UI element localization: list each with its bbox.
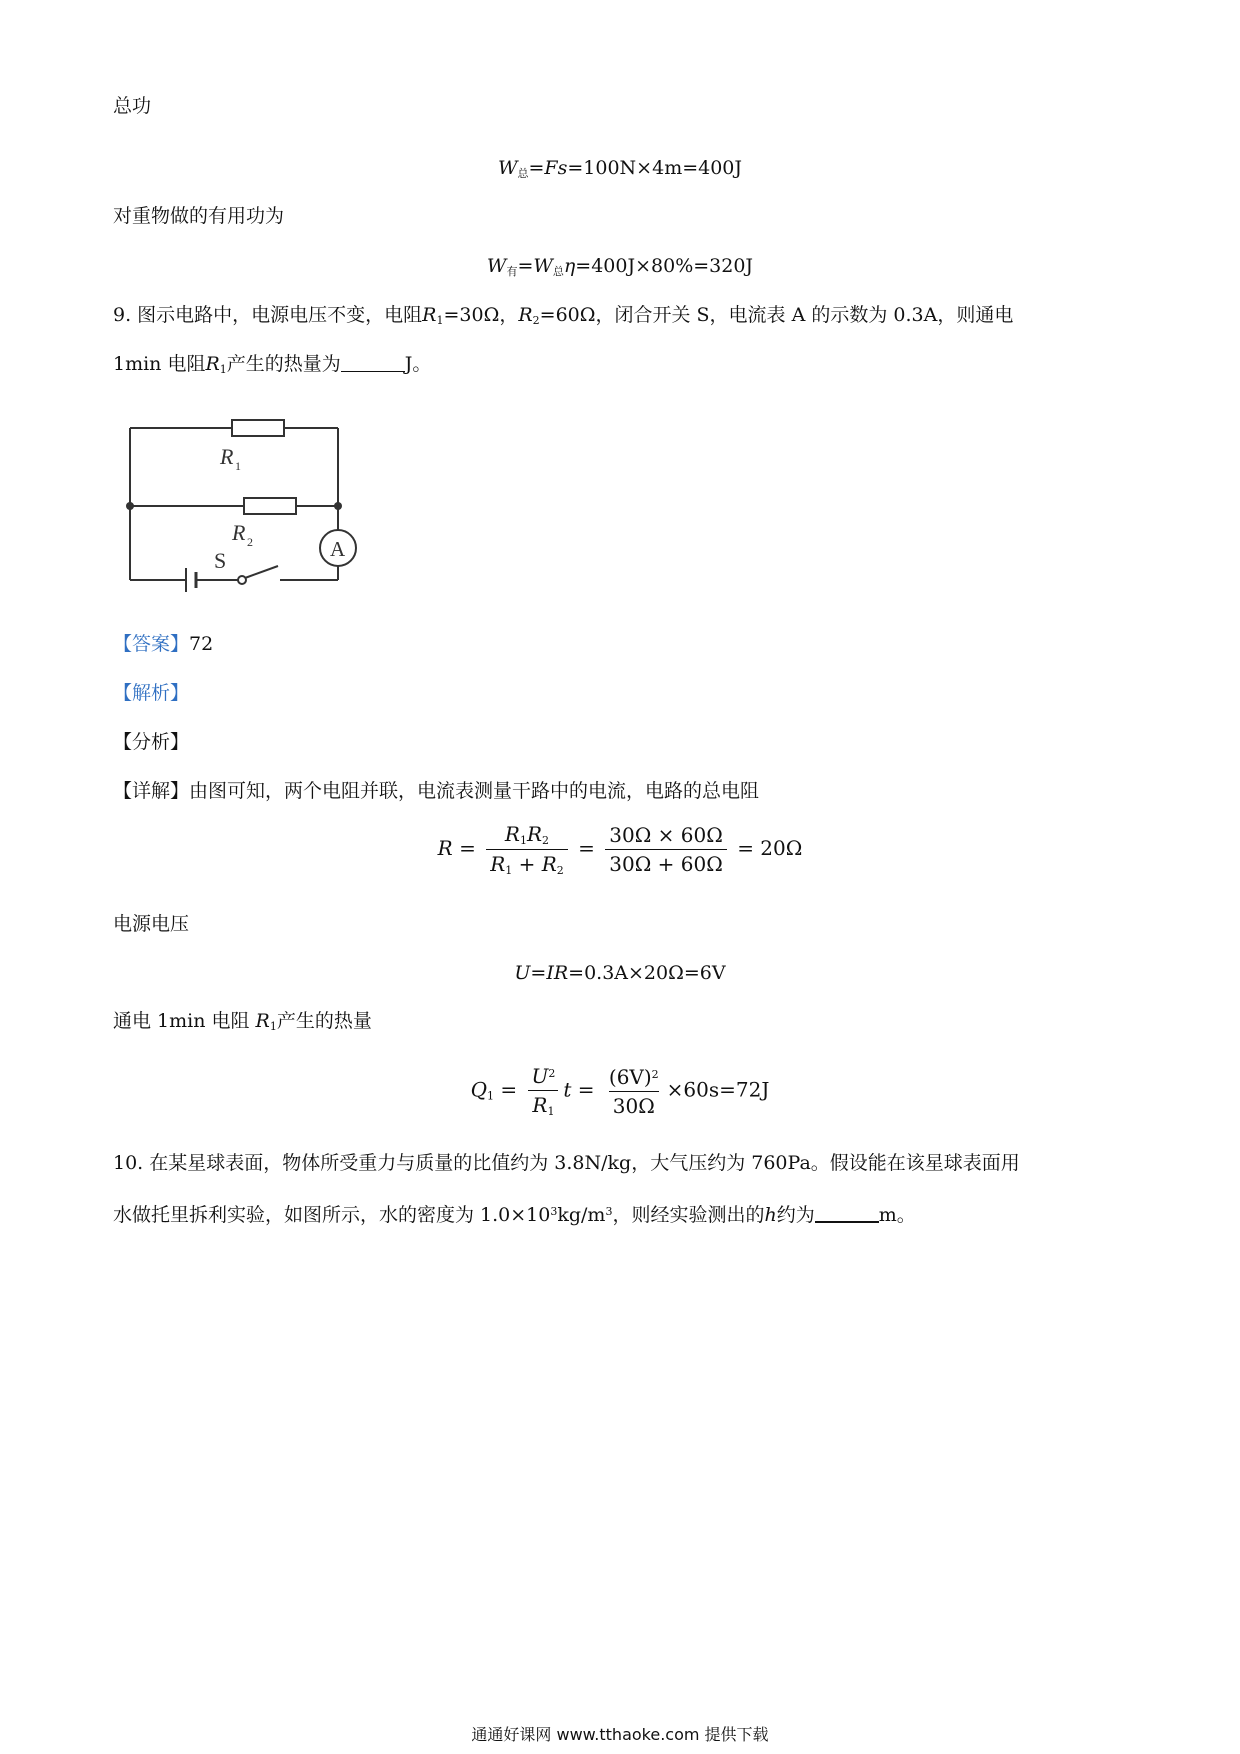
label-r1-sub: 1 xyxy=(235,459,241,473)
equation-useful-work: $W_有=W_总\eta=400J\times 80\%=320J$ xyxy=(486,255,754,278)
circuit-diagram xyxy=(110,410,370,610)
question-9-line-1: 9. 图示电路中，电源电压不变，电阻$R_1=30\Omega$，$R_2=60\Omega$，闭合开关 S，电流表 A 的示数为 0.3A，则通电 xyxy=(113,304,1014,327)
heat-label: 通电 1min 电阻 $R_1$产生的热量 xyxy=(113,1010,372,1033)
junction-left xyxy=(126,502,134,510)
total-work-label: 总功 xyxy=(113,95,152,117)
answer-value: 72 xyxy=(189,633,214,655)
question-10-line-1: 10. 在某星球表面，物体所受重力与质量的比值约为 3.8N/kg，大气压约为 760Pa。假设能在该星球表面用 xyxy=(113,1152,1020,1174)
label-r1: R xyxy=(220,444,234,469)
switch-lever xyxy=(245,566,278,578)
equation-total-work: $W_总=Fs=100N\times 4m=400J$ xyxy=(497,157,743,180)
junction-right xyxy=(334,502,342,510)
resistor-r1 xyxy=(232,420,284,436)
label-switch: S xyxy=(214,548,227,573)
fenxi-tag: 【分析】 xyxy=(113,731,190,753)
equation-heat: $Q_1$ = $\frac{U^2}{R_1}$ t = $\frac{(6V)^2}{30\Omega}$ ×60s=72J xyxy=(470,1064,770,1118)
answer-tag: 【答案】 xyxy=(113,633,190,655)
detail-line: 【详解】由图可知，两个电阻并联，电流表测量干路中的电流，电路的总电阻 xyxy=(113,780,760,802)
useful-work-label: 对重物做的有用功为 xyxy=(113,205,285,227)
answer-line xyxy=(113,632,213,656)
label-ammeter: A xyxy=(330,537,346,561)
page-footer: 通通好课网 www.tthaoke.com 提供下载 xyxy=(471,1725,769,1744)
question-9-line-2: 1min 电阻$R_1$产生的热量为 J。 xyxy=(113,353,432,376)
analysis-tag: 【解析】 xyxy=(113,682,190,704)
answer-blank xyxy=(341,353,405,372)
equation-voltage: U=IR=0.3A×20Ω=6V xyxy=(514,962,726,984)
equation-total-resistance: R = $\frac{R_1R_2}{R_1 + R_2}$ = $\frac{30\Omega \times 60\Omega}{30\Omega + 60\Omega}$ = 20Ω xyxy=(437,822,803,877)
label-r2: R xyxy=(232,520,246,545)
label-r2-sub: 2 xyxy=(247,535,253,549)
answer-blank-10 xyxy=(815,1203,879,1223)
question-10-line-2: 水做托里拆利实验，如图所示，水的密度为 $1.0\times 10^3kg/m^3$，则经实验测出的h约为 m。 xyxy=(113,1204,916,1226)
voltage-label: 电源电压 xyxy=(113,913,190,935)
resistor-r2 xyxy=(244,498,296,514)
